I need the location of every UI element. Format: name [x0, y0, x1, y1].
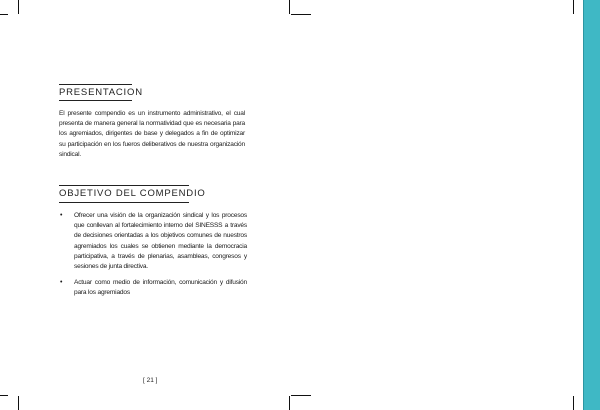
crop-mark	[0, 395, 8, 396]
presentacion-bottom-rule	[59, 100, 132, 101]
crop-mark	[291, 395, 311, 396]
crop-mark	[289, 0, 290, 14]
presentacion-top-rule	[59, 84, 132, 85]
page-number: [ 21 ]	[143, 377, 158, 384]
objetivo-bullet-text: Ofrecer una visión de la organización sindical y los procesos que conllevan al fortalecimiento interno del SINESSS a través de decisiones orientadas a los objetivos comunes de nuestros agremiados los cuales se obtienen mediante la democracia participativa, a través de plenarias, asambleas, congresos y sesiones de junta directiva.	[74, 212, 247, 271]
presentacion-body: El presente compendio es un instrumento administrativo, el cual presenta de manera general la normatividad que es necesaria para los agremiados, dirigentes de base y delegados a fin de optimizar su participación en los fueros deliberativos de nuestra organización sindical.	[59, 110, 245, 158]
objetivo-top-rule	[59, 185, 189, 186]
objetivo-bullet-item	[59, 278, 247, 298]
objetivo-bottom-rule	[59, 202, 189, 203]
objetivo-heading: OBJETIVO DEL COMPENDIO	[59, 188, 206, 199]
accent-bar	[584, 0, 600, 410]
objetivo-bullet-text: Actuar como medio de información, comunicación y difusión para los agremiados	[74, 279, 247, 297]
presentacion-heading: PRESENTACION	[59, 87, 143, 98]
crop-mark	[573, 396, 574, 410]
bullet-dot-icon: •	[60, 279, 63, 287]
crop-mark	[0, 14, 8, 15]
objetivo-bullet-item	[59, 211, 247, 272]
crop-mark	[291, 14, 311, 15]
crop-mark	[18, 0, 19, 14]
crop-mark	[289, 396, 290, 410]
objetivo-bullet-list	[59, 211, 247, 305]
bullet-dot-icon: •	[60, 212, 63, 219]
crop-mark	[573, 0, 574, 14]
crop-mark	[18, 396, 19, 410]
